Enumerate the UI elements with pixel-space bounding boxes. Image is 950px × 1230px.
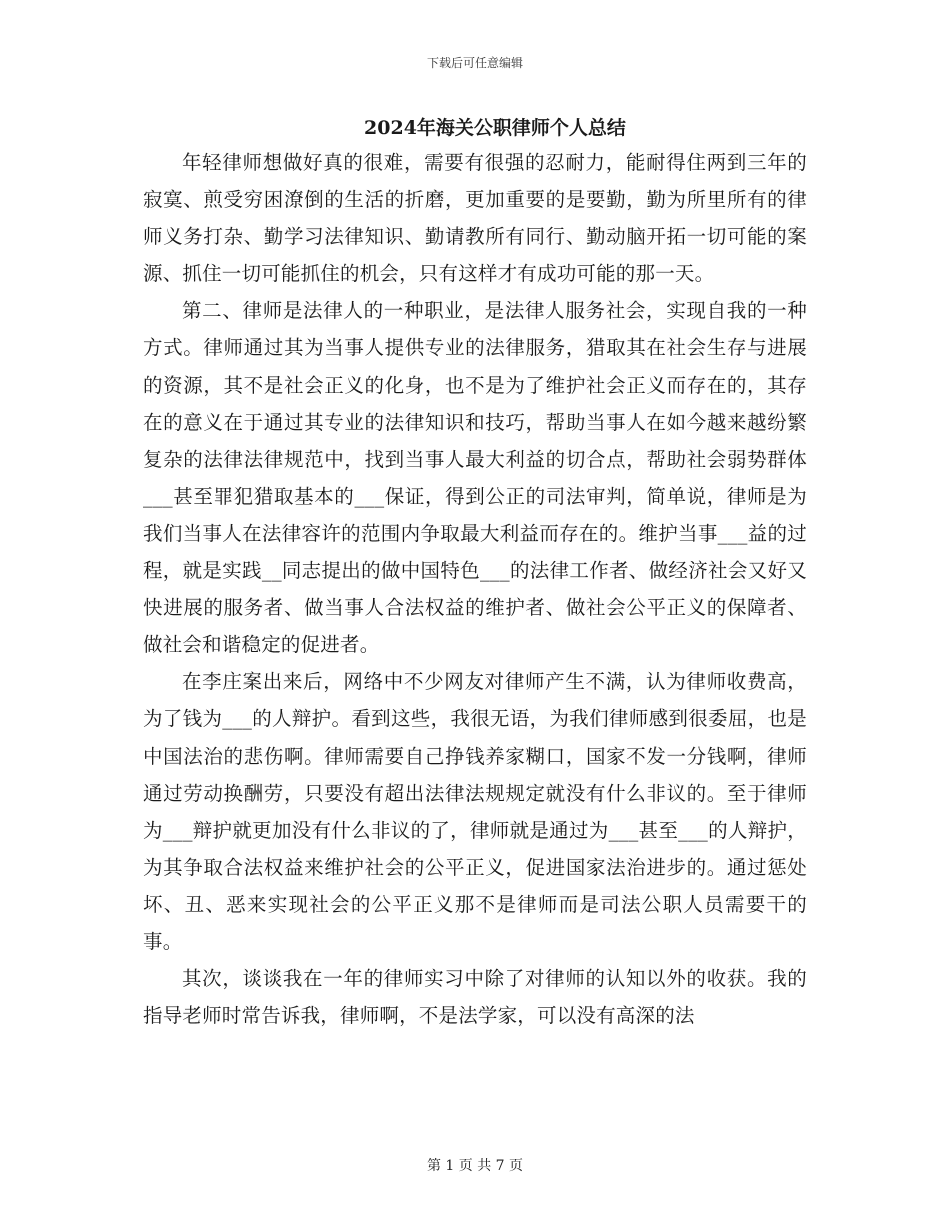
paragraph-3: 在李庄案出来后，网络中不少网友对律师产生不满，认为律师收费高，为了钱为___的人辩护。看到这些，我很无语，为我们律师感到很委屈，也是中国法治的悲伤啊。律师需要自己挣钱养家糊口，国家不发一分钱啊，律师通过劳动换酬劳，只要没有超出法律法规规定就没有什么非议的。至于律师为___辩护就更加没有什么非议的了，律师就是通过为___甚至___的人辩护，为其争取合法权益来维护社会的公平正义，促进国家法治进步的。通过惩处坏、丑、恶来实现社会的公平正义那不是律师而是司法公职人员需要干的事。	[143, 670, 807, 953]
header-note: 下载后可任意编辑	[426, 56, 523, 70]
document-title: 2024年海关公职律师个人总结	[364, 117, 626, 139]
document-body	[143, 144, 807, 1034]
paragraph-1: 年轻律师想做好真的很难，需要有很强的忍耐力，能耐得住两到三年的寂寞、煎受穷困潦倒的生活的折磨，更加重要的是要勤，勤为所里所有的律师义务打杂、勤学习法律知识、勤请教所有同行、勤动脑开拓一切可能的案源、抓住一切可能抓住的机会，只有这样才有成功可能的那一天。	[143, 151, 807, 286]
page-footer: 第 1 页 共 7 页	[426, 1158, 524, 1174]
paragraph-2: 第二、律师是法律人的一种职业，是法律人服务社会，实现自我的一种方式。律师通过其为当事人提供专业的法律服务，猎取其在社会生存与进展的资源，其不是社会正义的化身，也不是为了维护社会正义而存在的，其存在的意义在于通过其专业的法律知识和技巧，帮助当事人在如今越来越纷繁复杂的法律法律规范中，找到当事人最大利益的切合点，帮助社会弱势群体___甚至罪犯猎取基本的___保证，得到公正的司法审判，简单说，律师是为我们当事人在法律容许的范围内争取最大利益而存在的。维护当事___益的过程，就是实践__同志提出的做中国特色___的法律工作者、做经济社会又好又快进展的服务者、做当事人合法权益的维护者、做社会公平正义的保障者、做社会和谐稳定的促进者。	[143, 299, 807, 657]
paragraph-4: 其次，谈谈我在一年的律师实习中除了对律师的认知以外的收获。我的指导老师时常告诉我，律师啊，不是法学家，可以没有高深的法	[143, 967, 807, 1028]
